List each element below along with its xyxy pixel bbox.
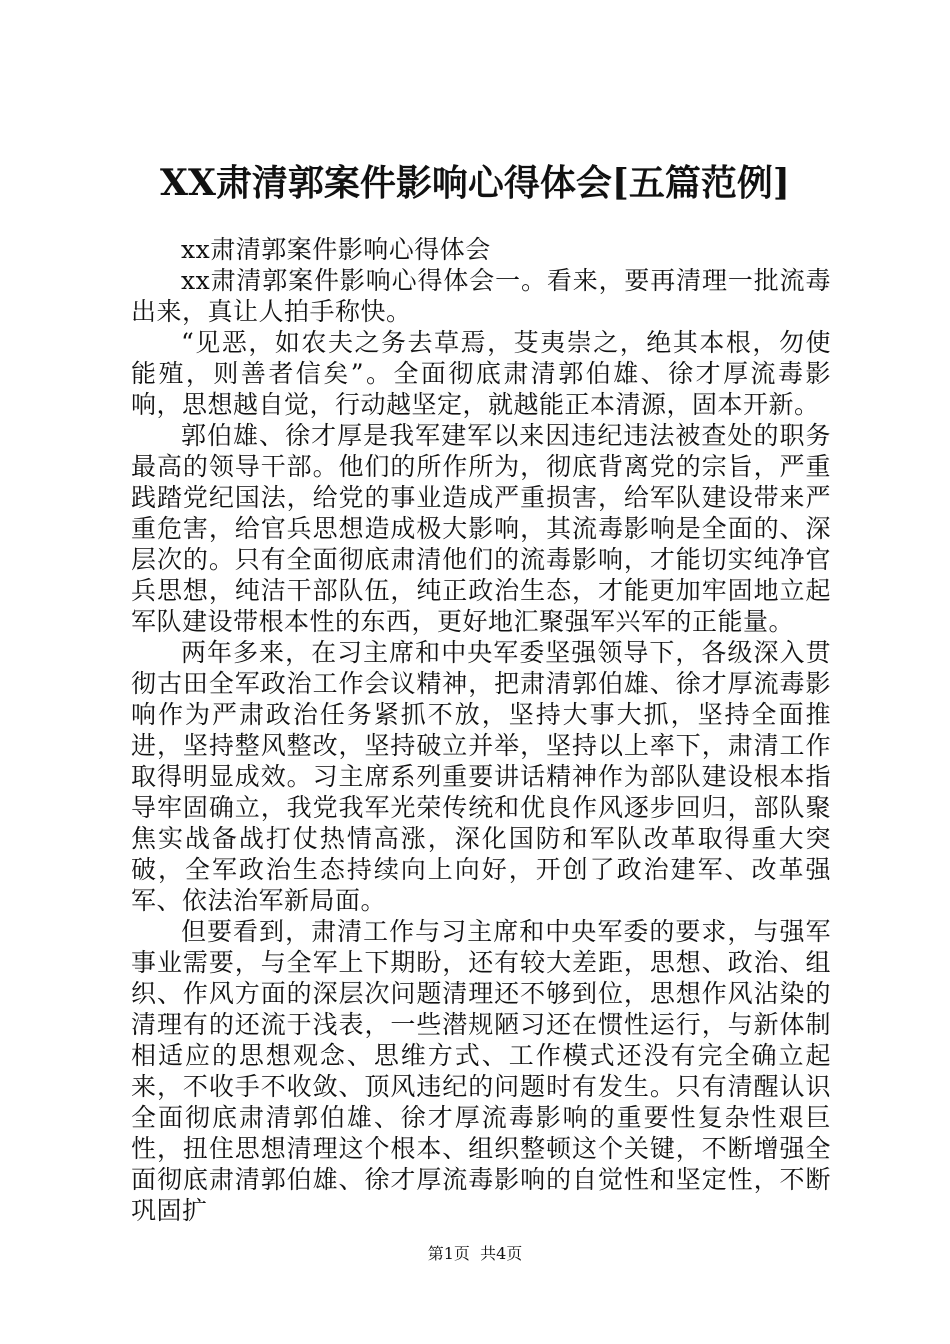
paragraph: “见恶，如农夫之务去草焉，芟夷崇之，绝其本根，勿使能殖，则善者信矣”。全面彻底肃清郭伯雄、徐才厚流毒影响，思想越自觉，行动越坚定，就越能正本清源，固本开新。 [131,328,831,419]
page-footer [0,1243,950,1265]
paragraph: xx肃清郭案件影响心得体会 [181,235,491,264]
page-number-label: 第1页 共4页 [427,1244,523,1263]
paragraph: xx肃清郭案件影响心得体会一。看来，要再清理一批流毒出来，真让人拍手称快。 [131,266,831,326]
paragraph: 郭伯雄、徐才厚是我军建军以来因违纪违法被查处的职务最高的领导干部。他们的所作所为，彻底背离党的宗旨，严重践踏党纪国法，给党的事业造成严重损害，给军队建设带来严重危害，给官兵思想造成极大影响，其流毒影响是全面的、深层次的。只有全面彻底肃清他们的流毒影响，才能切实纯净官兵思想，纯洁干部队伍，纯正政治生态，才能更加牢固地立起军队建设带根本性的东西，更好地汇聚强军兴军的正能量。 [131,421,831,636]
document-body [131,234,831,1226]
paragraph: 两年多来，在习主席和中央军委坚强领导下，各级深入贯彻古田全军政治工作会议精神，把肃清郭伯雄、徐才厚流毒影响作为严肃政治任务紧抓不放，坚持大事大抓，坚持全面推进，坚持整风整改，坚持破立并举，坚持以上率下，肃清工作取得明显成效。习主席系列重要讲话精神作为部队建设根本指导牢固确立，我党我军光荣传统和优良作风逐步回归，部队聚焦实战备战打仗热情高涨，深化国防和军队改革取得重大突破，全军政治生态持续向上向好，开创了政治建军、改革强军、依法治军新局面。 [131,638,831,915]
paragraph: 但要看到，肃清工作与习主席和中央军委的要求，与强军事业需要，与全军上下期盼，还有较大差距，思想、政治、组织、作风方面的深层次问题清理还不够到位，思想作风沾染的清理有的还流于浅表，一些潜规陋习还在惯性运行，与新体制相适应的思想观念、思维方式、工作模式还没有完全确立起来，不收手不收敛、顶风违纪的问题时有发生。只有清醒认识全面彻底肃清郭伯雄、徐才厚流毒影响的重要性复杂性艰巨性，扭住思想清理这个根本、组织整顿这个关键，不断增强全面彻底肃清郭伯雄、徐才厚流毒影响的自觉性和坚定性，不断巩固扩 [131,917,831,1225]
document-title: XX肃清郭案件影响心得体会[五篇范例] [160,162,790,204]
